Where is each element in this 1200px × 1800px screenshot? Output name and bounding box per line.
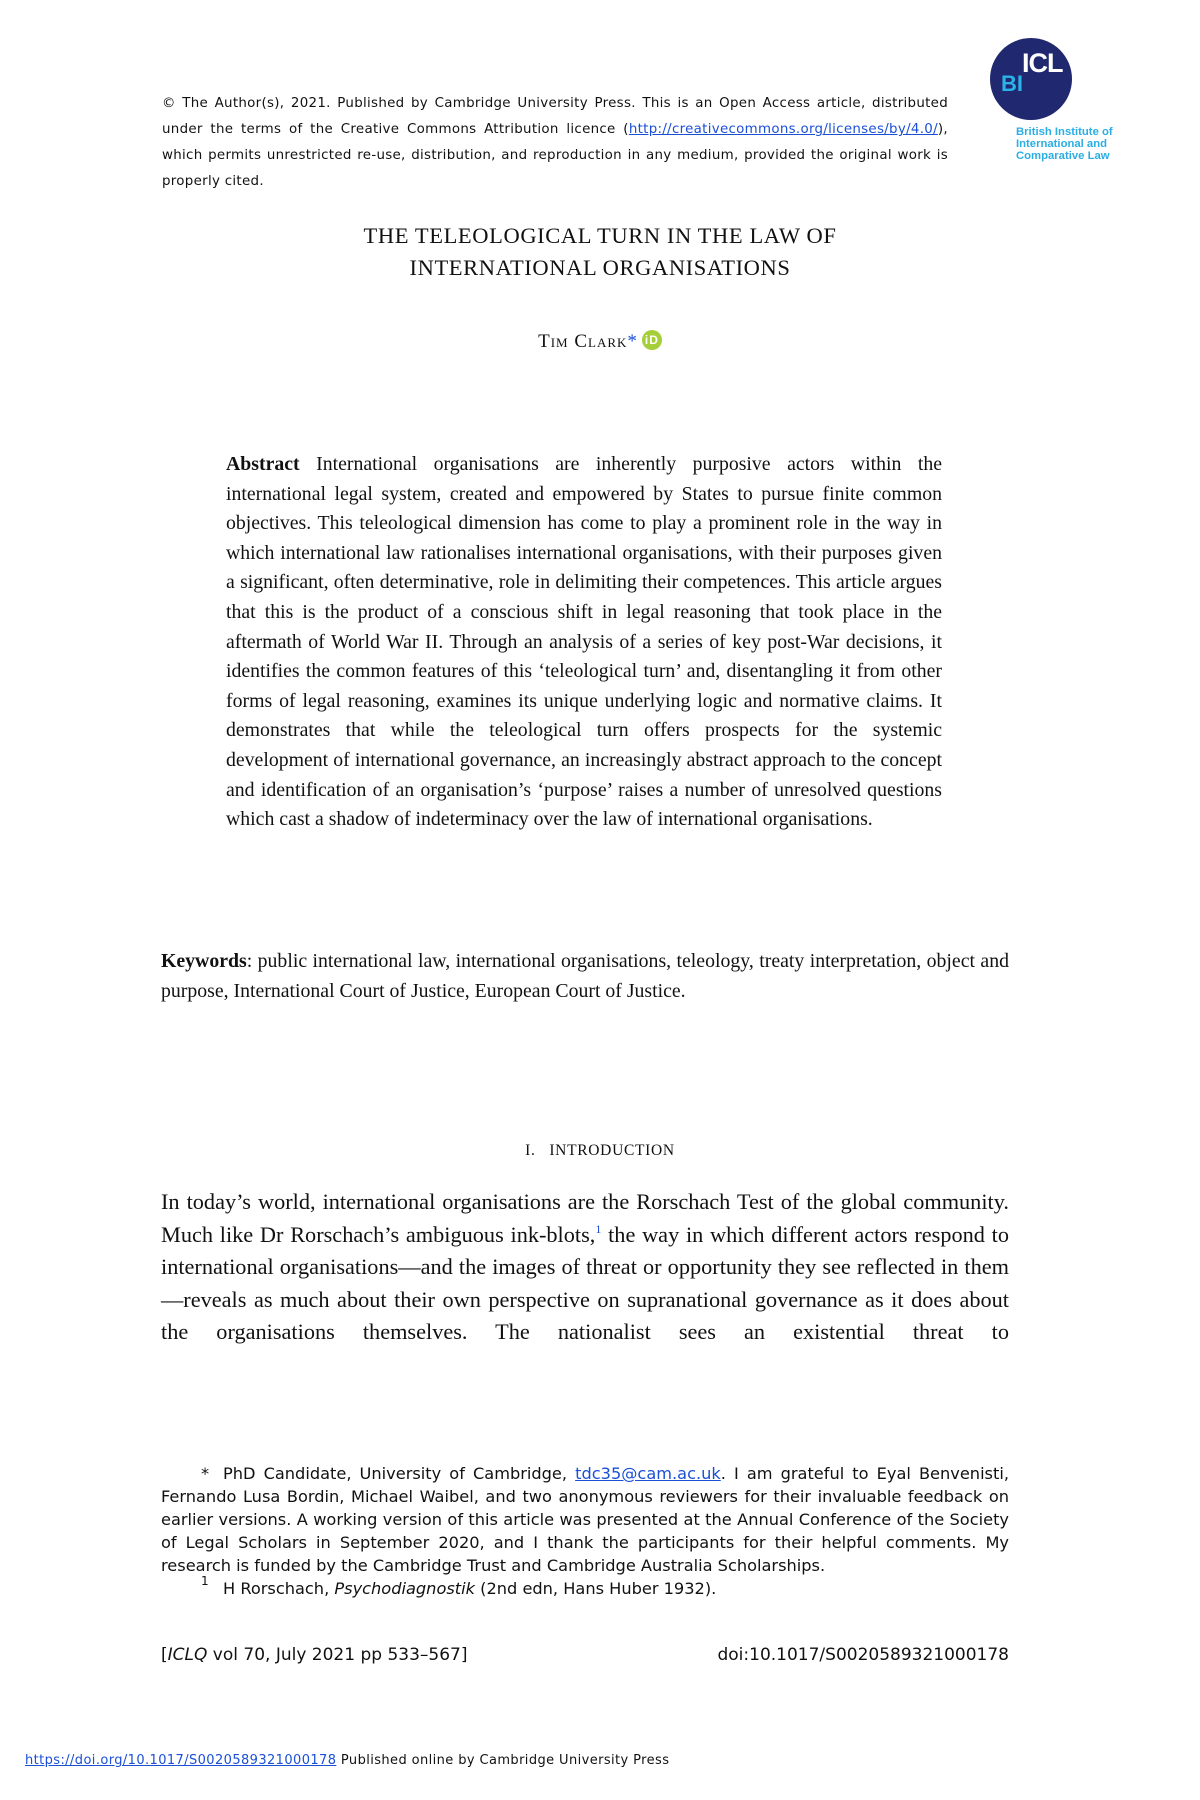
intro-paragraph — [161, 1186, 1009, 1349]
footnote-ref-1[interactable]: 1 — [595, 1221, 602, 1236]
intro-text-1: In today’s world, international organisations are the Rorschach Test of the global community. Much like Dr Rorschach’s ambiguous ink-blots, — [161, 1189, 1009, 1247]
abstract-text: International organisations are inherently purposive actors within the international legal system, created and empowered by States to pursue finite common objectives. This teleological dimension has come to play a prominent role in the way in which international law rationalises international organisations, with their purposes given a significant, often determinative, role in delimiting their competences. This article argues that this is the product of a conscious shift in legal reasoning that took place in the aftermath of World War II. Through an analysis of a series of key post-War decisions, it identifies the common features of this ‘teleological turn’ and, disentangling it from other forms of legal reasoning, examines its unique underlying logic and normative claims. It demonstrates that while the teleological turn offers prospects for the systemic development of international governance, an increasingly abstract approach to the concept and identification of an organisation’s ‘purpose’ raises a number of unresolved questions which cast a shadow of indeterminacy over the law of international organisations. — [226, 453, 942, 831]
logo-emblem — [990, 38, 1072, 120]
footnote-1-italic: Psychodiagnostik — [334, 1579, 475, 1598]
footnote-1: $^1$ H Rorschach, Psychodiagnostik (2nd edn, Hans Huber 1932). — [201, 1574, 717, 1598]
doi-label: doi:10.1017/S0020589321000178 — [717, 1645, 1009, 1665]
citation-rest: vol 70, July 2021 pp 533–567] — [207, 1645, 468, 1665]
license-link[interactable]: http://creativecommons.org/licenses/by/4.0/ — [628, 122, 938, 137]
published-online-line — [25, 1753, 669, 1768]
footnote-author — [161, 1462, 1009, 1577]
footnote-1-text-post: (2nd edn, Hans Huber 1932). — [475, 1579, 717, 1598]
logo-line-1: British Institute of — [1016, 126, 1113, 138]
author-name: Tim Clark — [538, 331, 628, 352]
section-heading: I. INTRODUCTION — [525, 1142, 675, 1159]
license-text-suffix: ), which permits unrestricted re-use, distribution, and reproduction in any medium, provided the original work is properly cited. — [162, 122, 948, 189]
doi-link[interactable]: https://doi.org/10.1017/S0020589321000178 — [25, 1753, 337, 1768]
title-line-1: THE TELEOLOGICAL TURN IN THE LAW OF — [363, 223, 837, 248]
author-line — [0, 330, 1200, 353]
author-email-link[interactable]: tdc35@cam.ac.uk — [575, 1464, 721, 1483]
intro-text-2: the way in which different actors respond to international organisations—and the images of threat or opportunity they see reflected in them—reveals as much about their own perspective on supranational governance as it does about the organisations themselves. The nationalist sees an existential threat to — [161, 1221, 1009, 1344]
footnote-author-text-post: . I am grateful to Eyal Benvenisti, Fernando Lusa Bordin, Michael Waibel, and two anonymous reviewers for their invaluable feedback on earlier versions. A working version of this article was presented at the Annual Conference of the Society of Legal Scholars in September 2020, and I thank the participants for their helpful comments. My research is funded by the Cambridge Trust and Cambridge Australia Scholarships. — [161, 1464, 1009, 1575]
keywords — [161, 947, 1009, 1006]
biicl-logo — [980, 38, 1130, 178]
journal-abbrev: ICLQ — [167, 1645, 208, 1665]
license-text-prefix: © The Author(s), 2021. Published by Cambridge University Press. This is an Open Access article, distributed under the terms of the Creative Commons Attribution licence ( — [162, 96, 948, 137]
footnotes — [161, 1462, 1009, 1600]
logo-line-3: Comparative Law — [1016, 150, 1110, 162]
logo-icl-text: ICL — [1022, 48, 1063, 78]
citation-open: [ — [161, 1645, 168, 1665]
license-notice — [162, 91, 948, 195]
journal-citation — [161, 1645, 467, 1665]
footnote-1-text-pre: H Rorschach, — [223, 1579, 335, 1598]
title-line-2: INTERNATIONAL ORGANISATIONS — [409, 255, 791, 280]
footnote-author-text-pre: PhD Candidate, University of Cambridge, — [223, 1464, 576, 1483]
keywords-label: Keywords — [161, 950, 247, 972]
abstract — [226, 450, 942, 835]
keywords-text: : public international law, international organisations, teleology, treaty interpretation, object and purpose, International Court of Justice, European Court of Justice. — [161, 950, 1009, 1002]
footnote-mark-star: * — [201, 1464, 210, 1483]
logo-bi-text: BI — [1001, 71, 1023, 96]
logo-line-2: International and — [1016, 138, 1108, 150]
orcid-icon[interactable]: iD — [642, 330, 662, 350]
published-online-text: Published online by Cambridge University Press — [336, 1753, 670, 1768]
author-footnote-mark[interactable]: * — [627, 331, 638, 352]
article-title — [0, 220, 1200, 284]
abstract-label: Abstract — [226, 453, 300, 475]
